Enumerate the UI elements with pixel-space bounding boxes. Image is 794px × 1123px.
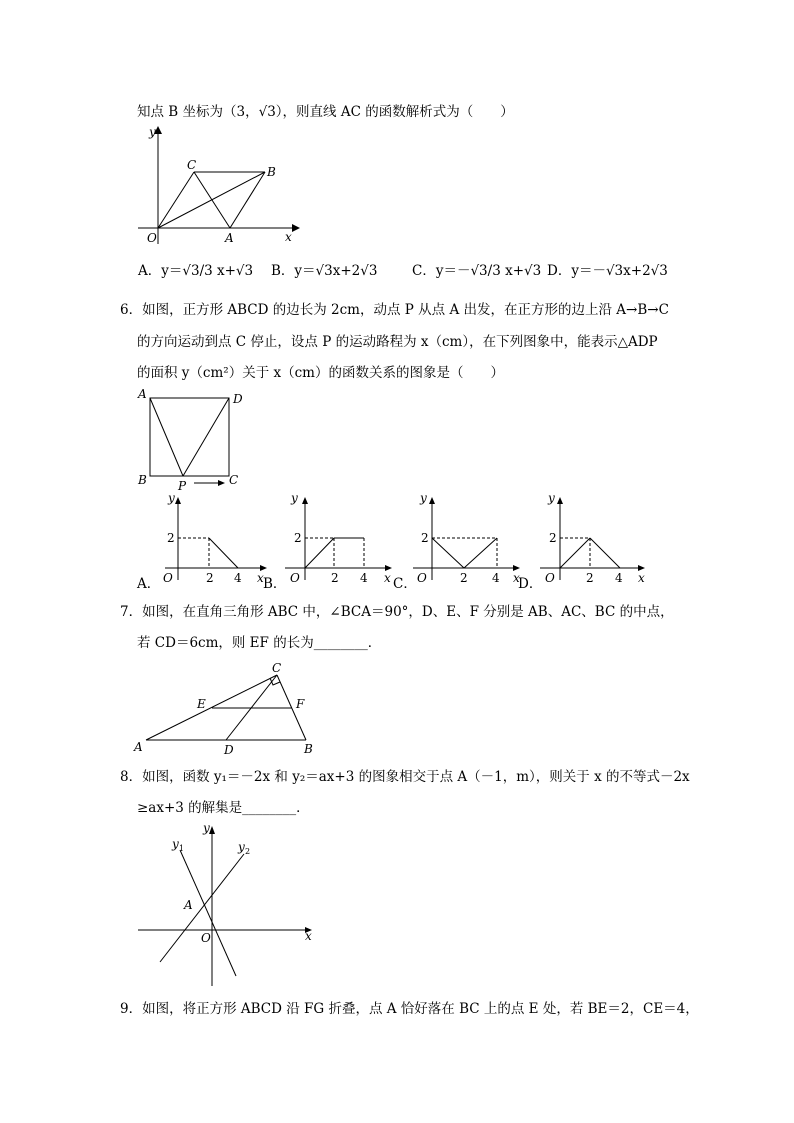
segment-CO [158,172,194,228]
label-D: D [233,392,243,406]
q8-graph-figure [132,820,322,988]
q7-triangle-figure [130,658,330,758]
label-A: A [138,387,147,401]
svg-text:4: 4 [615,571,623,585]
q6-line2: 的方向运动到点 C 停止，设点 P 的运动路程为 x（cm），在下列图象中，能表示△ADP [137,334,658,350]
label-y: y [203,821,210,835]
label-y1-sub: 1 [179,844,185,853]
svg-text:y: y [291,491,298,505]
label-B: B [304,742,313,756]
q8-line1: 8．如图，函数 y₁＝－2x 和 y₂＝ax+3 的图象相交于点 A（－1，m），则关于 x 的不等式－2x [120,769,690,785]
svg-text:O: O [163,571,173,585]
label-A: A [184,898,193,912]
q5-intro: 知点 B 坐标为（3，√3），则直线 AC 的函数解析式为（ ） [137,104,514,120]
q5-option-a[interactable]: A．y＝√3/3 x+√3 [138,263,254,279]
label-y: y [149,125,156,139]
q8-line2: ≥ax+3 的解集是________． [137,800,310,816]
q9-line1: 9．如图，将正方形 ABCD 沿 FG 折叠，点 A 恰好落在 BC 上的点 E 处，若 BE＝2，CE＝4， [120,1001,699,1017]
q6-option-b-letter[interactable]: B． [263,576,287,592]
svg-text:2: 2 [549,531,557,545]
svg-text:x: x [638,571,645,585]
q5-option-b[interactable]: B．y＝√3x+2√3 [271,263,378,279]
svg-text:2: 2 [167,531,175,545]
label-O: O [147,231,157,245]
diagonal-OB [158,172,265,228]
label-A: A [225,231,234,245]
q5-option-d[interactable]: D．y＝－√3x+2√3 [547,263,668,279]
segment-AB [230,172,265,228]
q7-line1: 7．如图，在直角三角形 ABC 中，∠BCA＝90°，D、E、F 分别是 AB、AC、BC 的中点， [120,604,674,620]
segment-DP [183,398,229,476]
q5-figure [120,118,310,248]
label-C: C [272,661,282,675]
svg-text:x: x [257,571,264,585]
line-y2 [160,854,244,962]
label-y2-sub: 2 [245,847,251,856]
svg-text:O: O [290,571,300,585]
svg-text:4: 4 [360,571,368,585]
svg-text:O: O [545,571,555,585]
graph-d [540,491,645,585]
svg-text:2: 2 [460,571,468,585]
q6-line1: 6．如图，正方形 ABCD 的边长为 2cm，动点 P 从点 A 出发，在正方形的边上沿 A→B→C [120,302,669,318]
svg-text:2: 2 [206,571,214,585]
svg-text:y: y [168,491,175,505]
svg-text:4: 4 [234,571,242,585]
svg-text:O: O [417,571,427,585]
q6-option-d-letter[interactable]: D． [518,576,543,592]
label-P: P [178,479,187,493]
y-axis-arrow [209,826,215,834]
label-O: O [201,931,211,945]
label-E: E [197,697,206,711]
label-y1: y [172,837,179,851]
label-y2: y [238,840,245,854]
q6-square-figure [132,385,257,493]
label-A: A [134,740,143,754]
label-F: F [296,697,305,711]
svg-text:y: y [420,491,427,505]
svg-text:2: 2 [294,531,302,545]
q6-line3: 的面积 y（cm²）关于 x（cm）的函数关系的图象是（ ） [137,365,504,381]
svg-text:2: 2 [331,571,339,585]
q7-line2: 若 CD＝6cm，则 EF 的长为________． [137,635,382,651]
q5-option-c[interactable]: C．y＝－√3/3 x+√3 [412,263,542,279]
svg-text:x: x [513,571,520,585]
segment-AP [150,398,183,476]
svg-text:2: 2 [586,571,594,585]
direction-arrow-head [218,480,225,486]
x-axis-arrow [292,224,300,232]
svg-text:4: 4 [492,571,500,585]
label-C: C [187,158,197,172]
svg-text:x: x [384,571,391,585]
graph-a [163,491,267,585]
label-D: D [224,743,234,757]
q6-option-a-letter[interactable]: A． [137,576,161,592]
label-x: x [305,929,312,943]
svg-text:y: y [548,491,555,505]
svg-text:2: 2 [421,531,429,545]
label-B: B [138,473,147,487]
line-y1 [180,850,236,976]
graph-b [285,491,392,585]
graph-c [413,491,520,585]
q6-option-c-letter[interactable]: C． [393,576,417,592]
label-B: B [267,165,276,179]
label-C: C [229,473,239,487]
label-x: x [285,230,292,244]
